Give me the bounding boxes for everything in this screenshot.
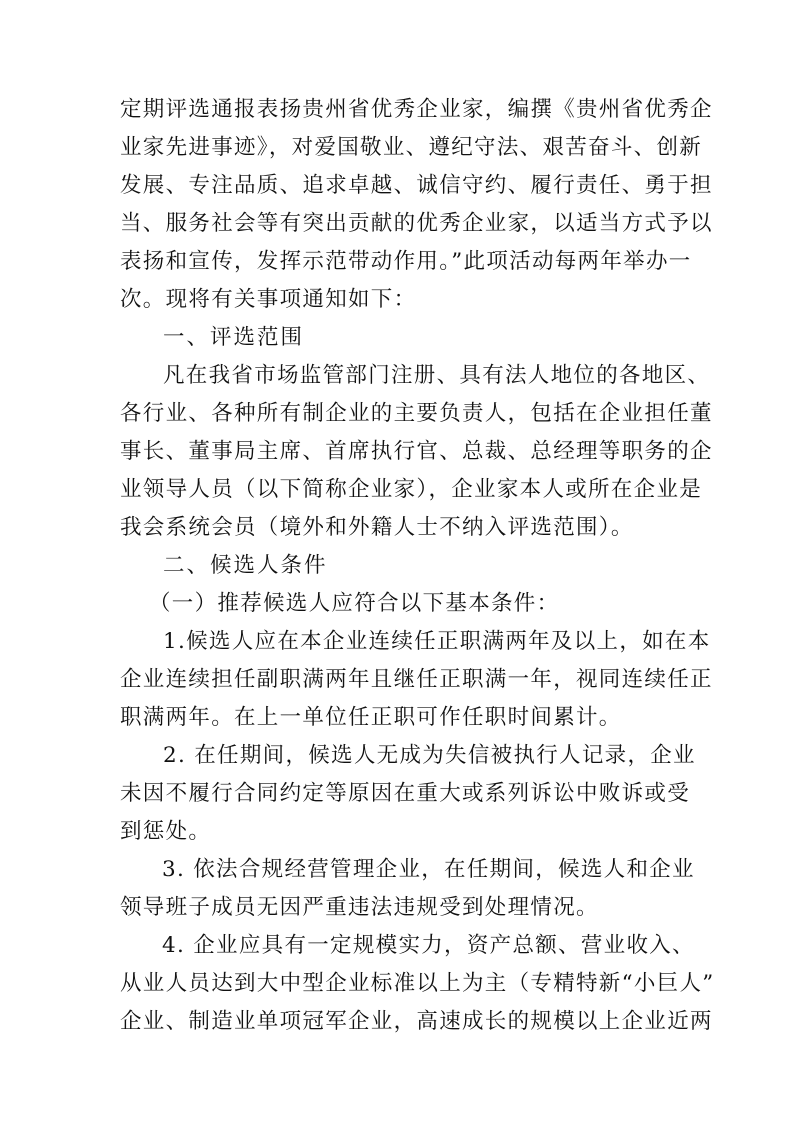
body-line: 未因不履行合同约定等原因在重大或系列诉讼中败诉或受 (120, 781, 691, 806)
body-line: 发展、专注品质、追求卓越、诚信守约、履行责任、勇于担 (120, 173, 713, 198)
body-line: 我会系统会员（境外和外籍人士不纳入评选范围）。 (120, 515, 634, 540)
body-line: 3. 依法合规经营管理企业，在任期间，候选人和企业 (162, 857, 695, 882)
body-line: 4. 企业应具有一定规模实力，资产总额、营业收入、 (162, 933, 695, 958)
body-line: 事长、董事局主席、首席执行官、总裁、总经理等职务的企 (120, 439, 713, 464)
body-line: 到惩处。 (120, 819, 212, 844)
body-line: 1.候选人应在本企业连续任正职满两年及以上，如在本 (163, 629, 711, 654)
section-heading: 二、候选人条件 (163, 553, 328, 578)
body-line: 职满两年。在上一单位任正职可作任职时间累计。 (120, 705, 622, 730)
body-line: 企业、制造业单项冠军企业，高速成长的规模以上企业近两 (120, 1009, 713, 1034)
body-line: 企业连续担任副职满两年且继任正职满一年，视同连续任正 (120, 667, 713, 692)
body-line: 从业人员达到大中型企业标准以上为主（专精特新“小巨人” (120, 971, 715, 996)
body-line: 2. 在任期间，候选人无成为失信被执行人记录，企业 (163, 743, 696, 768)
body-line: 定期评选通报表扬贵州省优秀企业家，编撰《贵州省优秀企 (120, 97, 713, 122)
body-line: 业家先进事迹》，对爱国敬业、遵纪守法、艰苦奋斗、创新 (120, 135, 703, 160)
body-line: 表扬和宣传，发挥示范带动作用。”此项活动每两年举办一 (120, 249, 692, 274)
body-line: 各行业、各种所有制企业的主要负责人，包括在企业担任董 (120, 401, 713, 426)
subsection-heading: （一）推荐候选人应符合以下基本条件： (149, 591, 560, 616)
body-line: 领导班子成员无因严重违法违规受到处理情况。 (120, 895, 599, 920)
body-line: 业领导人员（以下简称企业家），企业家本人或所在企业是 (120, 477, 703, 502)
body-line: 凡在我省市场监管部门注册、具有法人地位的各地区、 (163, 363, 711, 388)
body-line: 次。现将有关事项通知如下： (120, 287, 417, 312)
body-line: 当、服务社会等有突出贡献的优秀企业家，以适当方式予以 (120, 211, 713, 236)
section-heading: 一、评选范围 (163, 325, 305, 350)
